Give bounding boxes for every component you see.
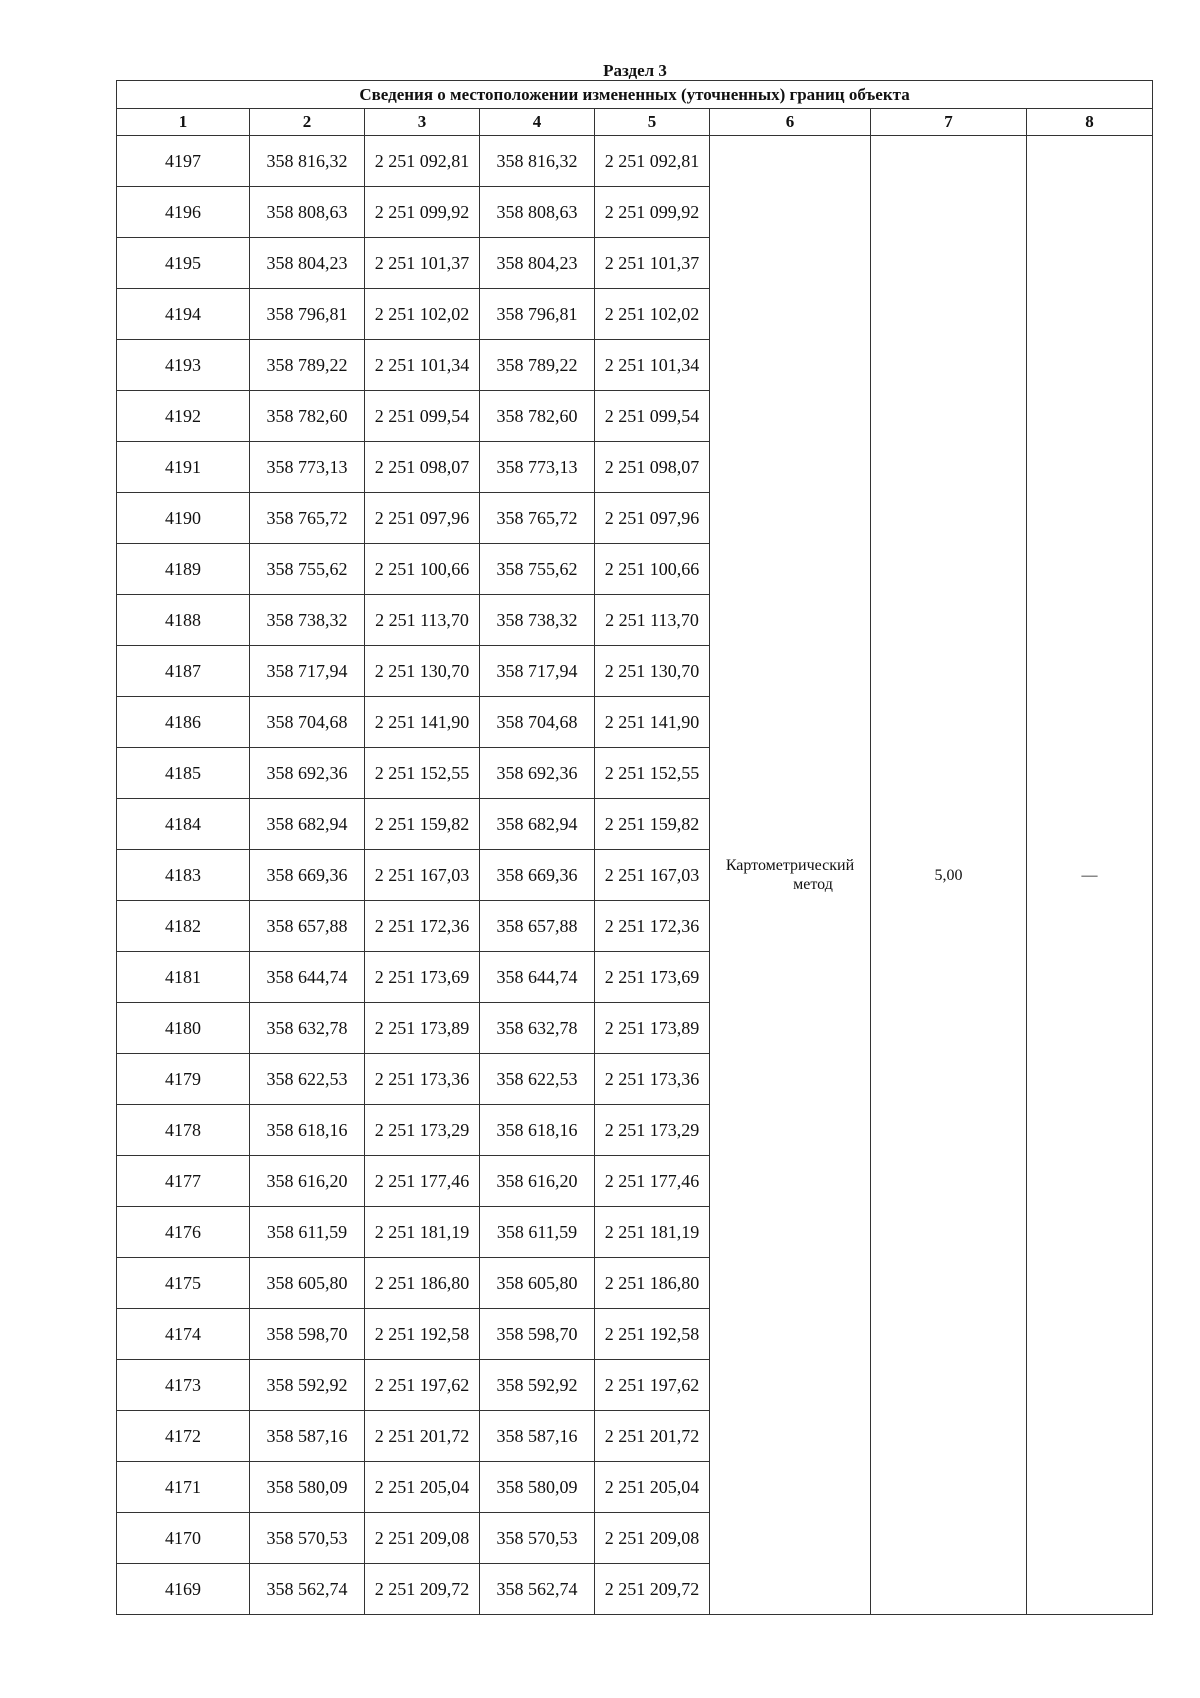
y-old-cell: 2 251 097,96 [365,493,480,544]
x-old-cell: 358 657,88 [250,901,365,952]
y-old-cell: 2 251 101,34 [365,340,480,391]
y-new-cell: 2 251 192,58 [595,1309,710,1360]
y-old-cell: 2 251 099,54 [365,391,480,442]
point-number-cell: 4178 [117,1105,250,1156]
x-new-cell: 358 789,22 [480,340,595,391]
point-number-cell: 4191 [117,442,250,493]
x-old-cell: 358 816,32 [250,136,365,187]
y-new-cell: 2 251 186,80 [595,1258,710,1309]
section-title: Раздел 3 [603,61,667,80]
point-number-cell: 4196 [117,187,250,238]
x-new-cell: 358 692,36 [480,748,595,799]
point-number-cell: 4184 [117,799,250,850]
x-old-cell: 358 717,94 [250,646,365,697]
y-new-cell: 2 251 177,46 [595,1156,710,1207]
point-number-cell: 4174 [117,1309,250,1360]
point-number-cell: 4197 [117,136,250,187]
x-old-cell: 358 738,32 [250,595,365,646]
x-new-cell: 358 804,23 [480,238,595,289]
y-old-cell: 2 251 209,72 [365,1564,480,1615]
table-row [117,136,1153,187]
point-number-cell: 4195 [117,238,250,289]
x-old-cell: 358 782,60 [250,391,365,442]
x-old-cell: 358 804,23 [250,238,365,289]
x-old-cell: 358 570,53 [250,1513,365,1564]
x-old-cell: 358 616,20 [250,1156,365,1207]
x-old-cell: 358 755,62 [250,544,365,595]
method-cell [710,136,871,1615]
point-number-cell: 4180 [117,1003,250,1054]
x-new-cell: 358 669,36 [480,850,595,901]
y-old-cell: 2 251 173,29 [365,1105,480,1156]
y-new-cell: 2 251 099,92 [595,187,710,238]
x-new-cell: 358 717,94 [480,646,595,697]
y-old-cell: 2 251 181,19 [365,1207,480,1258]
column-number-6: 6 [710,109,871,136]
y-new-cell: 2 251 099,54 [595,391,710,442]
y-new-cell: 2 251 098,07 [595,442,710,493]
x-new-cell: 358 796,81 [480,289,595,340]
point-number-cell: 4177 [117,1156,250,1207]
y-new-cell: 2 251 101,34 [595,340,710,391]
y-old-cell: 2 251 099,92 [365,187,480,238]
x-old-cell: 358 808,63 [250,187,365,238]
x-new-cell: 358 765,72 [480,493,595,544]
x-old-cell: 358 611,59 [250,1207,365,1258]
table-caption-row [117,81,1153,109]
y-old-cell: 2 251 098,07 [365,442,480,493]
x-new-cell: 358 816,32 [480,136,595,187]
y-old-cell: 2 251 173,36 [365,1054,480,1105]
point-number-cell: 4179 [117,1054,250,1105]
x-new-cell: 358 622,53 [480,1054,595,1105]
x-new-cell: 358 598,70 [480,1309,595,1360]
column-number-3: 3 [365,109,480,136]
point-number-cell: 4190 [117,493,250,544]
x-new-cell: 358 682,94 [480,799,595,850]
x-new-cell: 358 657,88 [480,901,595,952]
x-new-cell: 358 782,60 [480,391,595,442]
point-number-cell: 4173 [117,1360,250,1411]
column-number-8: 8 [1027,109,1153,136]
x-new-cell: 358 644,74 [480,952,595,1003]
column-number-row [117,109,1153,136]
column-number-7: 7 [871,109,1027,136]
x-old-cell: 358 618,16 [250,1105,365,1156]
column-number-2: 2 [250,109,365,136]
y-old-cell: 2 251 186,80 [365,1258,480,1309]
y-old-cell: 2 251 092,81 [365,136,480,187]
x-new-cell: 358 755,62 [480,544,595,595]
column-number-4: 4 [480,109,595,136]
y-old-cell: 2 251 192,58 [365,1309,480,1360]
y-new-cell: 2 251 167,03 [595,850,710,901]
x-old-cell: 358 587,16 [250,1411,365,1462]
x-old-cell: 358 632,78 [250,1003,365,1054]
y-new-cell: 2 251 205,04 [595,1462,710,1513]
point-number-cell: 4185 [117,748,250,799]
y-new-cell: 2 251 100,66 [595,544,710,595]
x-new-cell: 358 773,13 [480,442,595,493]
point-number-cell: 4172 [117,1411,250,1462]
x-old-cell: 358 622,53 [250,1054,365,1105]
x-new-cell: 358 605,80 [480,1258,595,1309]
x-old-cell: 358 682,94 [250,799,365,850]
y-old-cell: 2 251 130,70 [365,646,480,697]
y-new-cell: 2 251 201,72 [595,1411,710,1462]
x-new-cell: 358 570,53 [480,1513,595,1564]
x-old-cell: 358 789,22 [250,340,365,391]
point-number-cell: 4194 [117,289,250,340]
y-new-cell: 2 251 173,36 [595,1054,710,1105]
y-old-cell: 2 251 101,37 [365,238,480,289]
x-new-cell: 358 616,20 [480,1156,595,1207]
y-new-cell: 2 251 152,55 [595,748,710,799]
x-old-cell: 358 669,36 [250,850,365,901]
y-new-cell: 2 251 159,82 [595,799,710,850]
point-number-cell: 4187 [117,646,250,697]
y-old-cell: 2 251 141,90 [365,697,480,748]
y-new-cell: 2 251 173,89 [595,1003,710,1054]
x-new-cell: 358 592,92 [480,1360,595,1411]
y-new-cell: 2 251 097,96 [595,493,710,544]
column-number-5: 5 [595,109,710,136]
y-old-cell: 2 251 172,36 [365,901,480,952]
x-old-cell: 358 765,72 [250,493,365,544]
y-new-cell: 2 251 102,02 [595,289,710,340]
x-new-cell: 358 704,68 [480,697,595,748]
point-number-cell: 4192 [117,391,250,442]
point-number-cell: 4186 [117,697,250,748]
point-number-cell: 4170 [117,1513,250,1564]
point-number-cell: 4193 [117,340,250,391]
y-old-cell: 2 251 205,04 [365,1462,480,1513]
y-old-cell: 2 251 159,82 [365,799,480,850]
y-old-cell: 2 251 209,08 [365,1513,480,1564]
y-new-cell: 2 251 209,72 [595,1564,710,1615]
point-number-cell: 4189 [117,544,250,595]
y-new-cell: 2 251 209,08 [595,1513,710,1564]
y-old-cell: 2 251 197,62 [365,1360,480,1411]
point-number-cell: 4169 [117,1564,250,1615]
y-old-cell: 2 251 100,66 [365,544,480,595]
x-new-cell: 358 580,09 [480,1462,595,1513]
y-new-cell: 2 251 141,90 [595,697,710,748]
x-old-cell: 358 598,70 [250,1309,365,1360]
x-old-cell: 358 605,80 [250,1258,365,1309]
y-new-cell: 2 251 197,62 [595,1360,710,1411]
x-old-cell: 358 692,36 [250,748,365,799]
x-new-cell: 358 562,74 [480,1564,595,1615]
y-old-cell: 2 251 167,03 [365,850,480,901]
point-number-cell: 4176 [117,1207,250,1258]
x-new-cell: 358 618,16 [480,1105,595,1156]
point-number-cell: 4175 [117,1258,250,1309]
x-new-cell: 358 611,59 [480,1207,595,1258]
method-line-2: метод [793,876,833,893]
y-old-cell: 2 251 201,72 [365,1411,480,1462]
y-new-cell: 2 251 092,81 [595,136,710,187]
point-number-cell: 4188 [117,595,250,646]
point-number-cell: 4182 [117,901,250,952]
y-old-cell: 2 251 173,69 [365,952,480,1003]
point-number-cell: 4171 [117,1462,250,1513]
description-cell: — [1027,136,1153,1615]
x-new-cell: 358 587,16 [480,1411,595,1462]
accuracy-cell: 5,00 [871,136,1027,1615]
x-new-cell: 358 808,63 [480,187,595,238]
y-new-cell: 2 251 130,70 [595,646,710,697]
point-number-cell: 4183 [117,850,250,901]
y-new-cell: 2 251 172,36 [595,901,710,952]
y-new-cell: 2 251 101,37 [595,238,710,289]
y-new-cell: 2 251 181,19 [595,1207,710,1258]
table-caption: Сведения о местоположении измененных (уточненных) границ объекта [117,81,1153,109]
x-old-cell: 358 704,68 [250,697,365,748]
y-old-cell: 2 251 177,46 [365,1156,480,1207]
y-new-cell: 2 251 113,70 [595,595,710,646]
x-old-cell: 358 592,92 [250,1360,365,1411]
table-body [117,136,1153,1615]
y-old-cell: 2 251 152,55 [365,748,480,799]
y-old-cell: 2 251 113,70 [365,595,480,646]
method-line-1: Картометрический [725,857,855,874]
boundary-coordinates-table [116,80,1153,1615]
column-number-1: 1 [117,109,250,136]
x-old-cell: 358 796,81 [250,289,365,340]
x-new-cell: 358 632,78 [480,1003,595,1054]
point-number-cell: 4181 [117,952,250,1003]
y-new-cell: 2 251 173,69 [595,952,710,1003]
x-new-cell: 358 738,32 [480,595,595,646]
y-old-cell: 2 251 173,89 [365,1003,480,1054]
y-new-cell: 2 251 173,29 [595,1105,710,1156]
x-old-cell: 358 562,74 [250,1564,365,1615]
x-old-cell: 358 644,74 [250,952,365,1003]
x-old-cell: 358 580,09 [250,1462,365,1513]
y-old-cell: 2 251 102,02 [365,289,480,340]
x-old-cell: 358 773,13 [250,442,365,493]
